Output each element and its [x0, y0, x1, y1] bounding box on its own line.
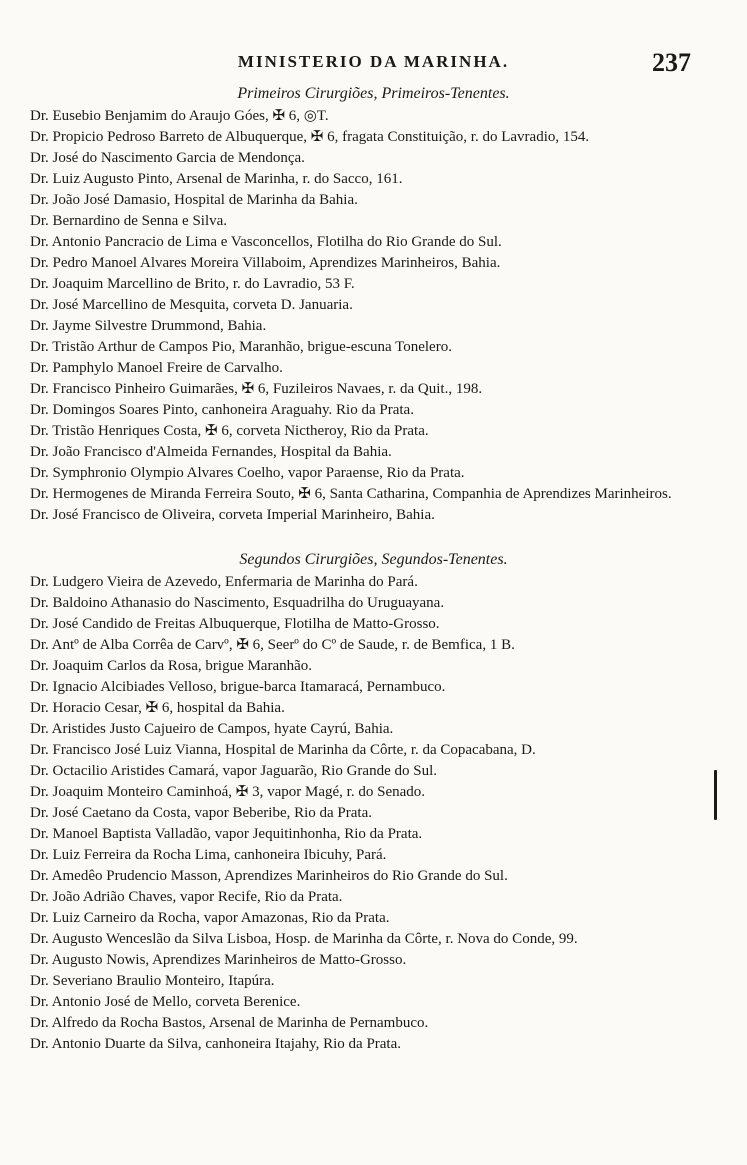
list-item: Dr. João Francisco d'Almeida Fernandes, Hospital da Bahia.	[30, 444, 392, 460]
section-segundos-cirurgioes	[0, 550, 747, 1055]
list-item: Dr. Francisco José Luiz Vianna, Hospital de Marinha da Côrte, r. da Copacabana, D.	[30, 742, 536, 758]
section-heading: Primeiros Cirurgiões, Primeiros-Tenentes.	[237, 85, 510, 102]
list-item: Dr. Joaquim Carlos da Rosa, brigue Maranhão.	[30, 658, 313, 674]
list-item: Dr. Manoel Baptista Valladão, vapor Jequitinhonha, Rio da Prata.	[30, 826, 423, 842]
entry-list	[0, 572, 747, 1055]
list-item: Dr. Joaquim Monteiro Caminhoá, ✠ 3, vapor Magé, r. do Senado.	[30, 784, 426, 800]
list-item: Dr. Antonio Pancracio de Lima e Vasconcellos, Flotilha do Rio Grande do Sul.	[30, 234, 502, 250]
list-item: Dr. Antº de Alba Corrêa de Carvº, ✠ 6, Seerº do Cº de Saude, r. de Bemfica, 1 B.	[30, 637, 515, 653]
list-item: Dr. Ignacio Alcibiades Velloso, brigue-barca Itamaracá, Pernambuco.	[30, 679, 446, 695]
list-item: Dr. Amedêo Prudencio Masson, Aprendizes Marinheiros do Rio Grande do Sul.	[30, 868, 508, 884]
list-item: Dr. Eusebio Benjamim do Araujo Góes, ✠ 6, ◎T.	[30, 108, 329, 124]
list-item: Dr. Jayme Silvestre Drummond, Bahia.	[30, 318, 267, 334]
list-item: Dr. Antonio Duarte da Silva, canhoneira Itajahy, Rio da Prata.	[30, 1036, 402, 1052]
list-item: Dr. Octacilio Aristides Camará, vapor Jaguarão, Rio Grande do Sul.	[30, 763, 437, 779]
entry-list	[0, 106, 747, 526]
list-item: Dr. José Francisco de Oliveira, corveta Imperial Marinheiro, Bahia.	[30, 507, 435, 523]
list-item: Dr. Tristão Arthur de Campos Pio, Maranhão, brigue-escuna Tonelero.	[30, 339, 452, 355]
list-item: Dr. Hermogenes de Miranda Ferreira Souto, ✠ 6, Santa Catharina, Companhia de Aprendizes Marinheiros.	[30, 486, 672, 502]
list-item: Dr. Joaquim Marcellino de Brito, r. do Lavradio, 53 F.	[30, 276, 355, 292]
list-item: Dr. Propicio Pedroso Barreto de Albuquerque, ✠ 6, fragata Constituição, r. do Lavradio, 154.	[30, 129, 590, 145]
list-item: Dr. Antonio José de Mello, corveta Berenice.	[30, 994, 301, 1010]
list-item: Dr. Pedro Manoel Alvares Moreira Villaboim, Aprendizes Marinheiros, Bahia.	[30, 255, 501, 271]
list-item: Dr. José Caetano da Costa, vapor Beberibe, Rio da Prata.	[30, 805, 372, 821]
list-item: Dr. Aristides Justo Cajueiro de Campos, hyate Cayrú, Bahia.	[30, 721, 394, 737]
list-item: Dr. Severiano Braulio Monteiro, Itapúra.	[30, 973, 275, 989]
list-item: Dr. Horacio Cesar, ✠ 6, hospital da Bahia.	[30, 700, 285, 716]
list-item: Dr. Baldoino Athanasio do Nascimento, Esquadrilha do Uruguayana.	[30, 595, 445, 611]
list-item: Dr. José do Nascimento Garcia de Mendonça.	[30, 150, 305, 166]
margin-mark	[714, 770, 717, 820]
list-item: Dr. Francisco Pinheiro Guimarães, ✠ 6, Fuzileiros Navaes, r. da Quit., 198.	[30, 381, 483, 397]
list-item: Dr. Ludgero Vieira de Azevedo, Enfermaria de Marinha do Pará.	[30, 574, 418, 590]
page-number: 237	[652, 48, 691, 77]
section-heading: Segundos Cirurgiões, Segundos-Tenentes.	[239, 551, 508, 568]
list-item: Dr. Tristão Henriques Costa, ✠ 6, corveta Nictheroy, Rio da Prata.	[30, 423, 429, 439]
list-item: Dr. Augusto Nowis, Aprendizes Marinheiros de Matto-Grosso.	[30, 952, 407, 968]
list-item: Dr. João José Damasio, Hospital de Marinha da Bahia.	[30, 192, 358, 208]
list-item: Dr. José Candido de Freitas Albuquerque, Flotilha de Matto-Grosso.	[30, 616, 440, 632]
list-item: Dr. Symphronio Olympio Alvares Coelho, vapor Paraense, Rio da Prata.	[30, 465, 465, 481]
list-item: Dr. Luiz Ferreira da Rocha Lima, canhoneira Ibicuhy, Pará.	[30, 847, 387, 863]
page-header	[0, 48, 747, 82]
list-item: Dr. Augusto Wenceslão da Silva Lisboa, Hosp. de Marinha da Côrte, r. Nova do Conde, 99.	[30, 931, 578, 947]
list-item: Dr. Bernardino de Senna e Silva.	[30, 213, 228, 229]
list-item: Dr. Pamphylo Manoel Freire de Carvalho.	[30, 360, 283, 376]
running-title: MINISTERIO DA MARINHA.	[237, 52, 510, 71]
list-item: Dr. João Adrião Chaves, vapor Recife, Rio da Prata.	[30, 889, 343, 905]
list-item: Dr. Luiz Augusto Pinto, Arsenal de Marinha, r. do Sacco, 161.	[30, 171, 403, 187]
section-primeiros-cirurgioes	[0, 84, 747, 526]
list-item: Dr. José Marcellino de Mesquita, corveta D. Januaria.	[30, 297, 353, 313]
list-item: Dr. Alfredo da Rocha Bastos, Arsenal de Marinha de Pernambuco.	[30, 1015, 429, 1031]
list-item: Dr. Domingos Soares Pinto, canhoneira Araguahy. Rio da Prata.	[30, 402, 414, 418]
list-item: Dr. Luiz Carneiro da Rocha, vapor Amazonas, Rio da Prata.	[30, 910, 390, 926]
